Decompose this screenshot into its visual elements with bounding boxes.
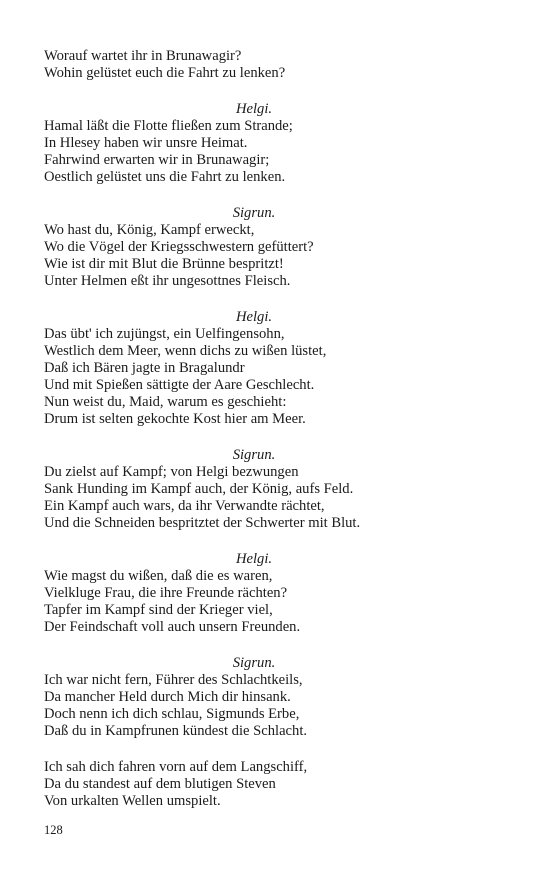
verse-line: Und die Schneiden bespritztet der Schwerter mit Blut. (44, 515, 361, 531)
verse-line: Wohin gelüstet euch die Fahrt zu lenken? (44, 65, 286, 81)
speaker-name: Helgi. (235, 309, 273, 325)
verse-line: Fahrwind erwarten wir in Brunawagir; (44, 152, 270, 168)
stanza (44, 309, 464, 428)
verse-line: Westlich dem Meer, wenn dichs zu wißen lüstet, (44, 343, 327, 359)
speaker-name: Helgi. (235, 551, 273, 567)
poem-text (44, 48, 464, 829)
verse-line: Wie ist dir mit Blut die Brünne bespritzt! (44, 256, 284, 272)
verse-line: Wie magst du wißen, daß die es waren, (44, 568, 273, 584)
speaker-name: Sigrun. (232, 205, 276, 221)
verse-line: Daß du in Kampfrunen kündest die Schlacht. (44, 723, 308, 739)
verse-line: Oestlich gelüstet uns die Fahrt zu lenken. (44, 169, 286, 185)
verse-line: Wo hast du, König, Kampf erweckt, (44, 222, 255, 238)
verse-line: Ich sah dich fahren vorn auf dem Langschiff, (44, 759, 308, 775)
verse-line: Nun weist du, Maid, warum es geschieht: (44, 394, 287, 410)
verse-line: Da du standest auf dem blutigen Steven (44, 776, 276, 792)
verse-line: Der Feindschaft voll auch unsern Freunden. (44, 619, 301, 635)
verse-line: Wo die Vögel der Kriegsschwestern gefüttert? (44, 239, 314, 255)
verse-line: Ein Kampf auch wars, da ihr Verwandte rächtet, (44, 498, 325, 514)
verse-line: In Hlesey haben wir unsre Heimat. (44, 135, 248, 151)
page-number: 128 (44, 823, 63, 837)
verse-line: Und mit Spießen sättigte der Aare Geschlecht. (44, 377, 315, 393)
stanza (44, 447, 464, 532)
speaker-name: Sigrun. (232, 447, 276, 463)
stanza (44, 48, 464, 82)
stanza (44, 759, 464, 810)
verse-line: Vielkluge Frau, die ihre Freunde rächten? (44, 585, 288, 601)
verse-line: Tapfer im Kampf sind der Krieger viel, (44, 602, 273, 618)
verse-line: Daß ich Bären jagte in Bragalundr (44, 360, 245, 376)
verse-line: Ich war nicht fern, Führer des Schlachtkeils, (44, 672, 303, 688)
verse-line: Doch nenn ich dich schlau, Sigmunds Erbe, (44, 706, 300, 722)
verse-line: Unter Helmen eßt ihr ungesottnes Fleisch. (44, 273, 291, 289)
speaker-name: Helgi. (235, 101, 273, 117)
verse-line: Da mancher Held durch Mich dir hinsank. (44, 689, 291, 705)
verse-line: Worauf wartet ihr in Brunawagir? (44, 48, 242, 64)
verse-line: Sank Hunding im Kampf auch, der König, aufs Feld. (44, 481, 354, 497)
verse-line: Das übt' ich zujüngst, ein Uelfingensohn, (44, 326, 285, 342)
verse-line: Drum ist selten gekochte Kost hier am Meer. (44, 411, 306, 427)
verse-line: Von urkalten Wellen umspielt. (44, 793, 221, 809)
speaker-name: Sigrun. (232, 655, 276, 671)
stanza (44, 655, 464, 740)
verse-line: Du zielst auf Kampf; von Helgi bezwungen (44, 464, 299, 480)
stanza (44, 101, 464, 186)
stanza (44, 551, 464, 636)
verse-line: Hamal läßt die Flotte fließen zum Strande; (44, 118, 293, 134)
stanza (44, 205, 464, 290)
